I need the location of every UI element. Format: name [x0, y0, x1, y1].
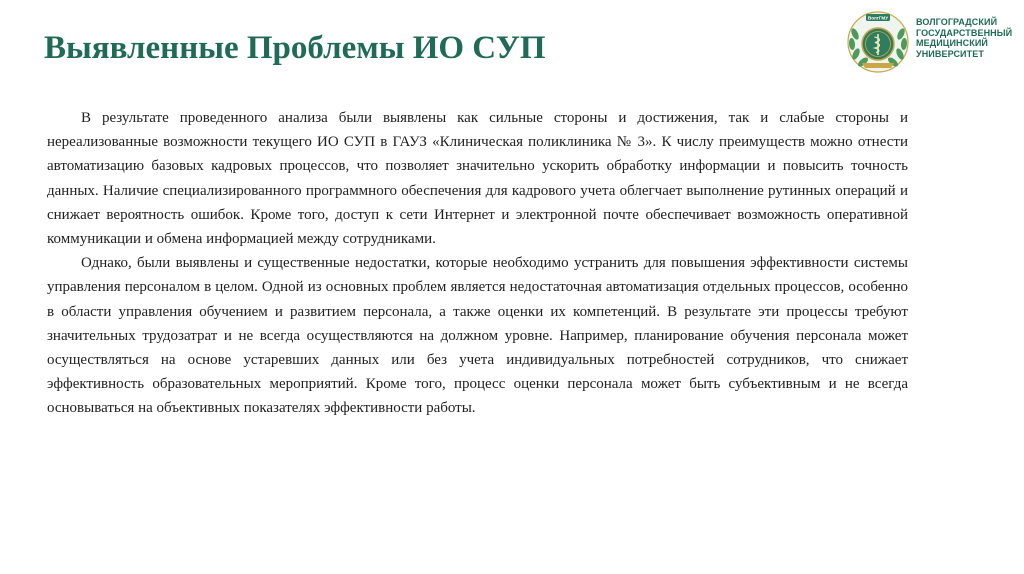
university-seal-icon	[846, 10, 910, 74]
university-logo	[846, 10, 1016, 74]
body-text	[47, 106, 908, 421]
paragraph-weaknesses: Однако, были выявлены и существенные недостатки, которые необходимо устранить для повышения эффективности системы управления персоналом в целом. Одной из основных проблем является недостаточная автоматизация отдельных процессов, особенно в области управления обучением и развитием персонала, а также оценки их компетенций. В результате эти процессы требуют значительных трудозатрат и не всегда осуществляются на должном уровне. Например, планирование обучения персонала может осуществляться на основе устаревших данных или без учета индивидуальных потребностей сотрудников, что снижает эффективность образовательных мероприятий. Кроме того, процесс оценки персонала может быть субъективным и не всегда основываться на объективных показателях эффективности работы.	[47, 255, 908, 417]
seal-banner-text: ВолгГМУ	[867, 15, 889, 21]
university-name-line: ГОСУДАРСТВЕННЫЙ	[916, 27, 1013, 38]
paragraph-strengths: В результате проведенного анализа были выявлены как сильные стороны и достижения, так и слабые стороны и нереализованные возможности текущего ИО СУП в ГАУЗ «Клиническая поликлиника № 3». К числу преимуществ можно отнести автоматизацию базовых кадровых процессов, что позволяет значительно ускорить обработку информации и повысить точность данных. Наличие специализированного программного обеспечения для кадрового учета облегчает выполнение рутинных операций и снижает вероятность ошибок. Кроме того, доступ к сети Интернет и электронной почте обеспечивает возможность оперативной коммуникации и обмена информацией между сотрудниками.	[47, 110, 908, 248]
university-name-line: МЕДИЦИНСКИЙ	[916, 38, 988, 48]
university-name-line: ВОЛГОГРАДСКИЙ	[916, 17, 998, 27]
university-name-line: УНИВЕРСИТЕТ	[916, 48, 984, 59]
university-name	[916, 17, 1016, 59]
page-title: Выявленные Проблемы ИО СУП	[44, 30, 546, 66]
